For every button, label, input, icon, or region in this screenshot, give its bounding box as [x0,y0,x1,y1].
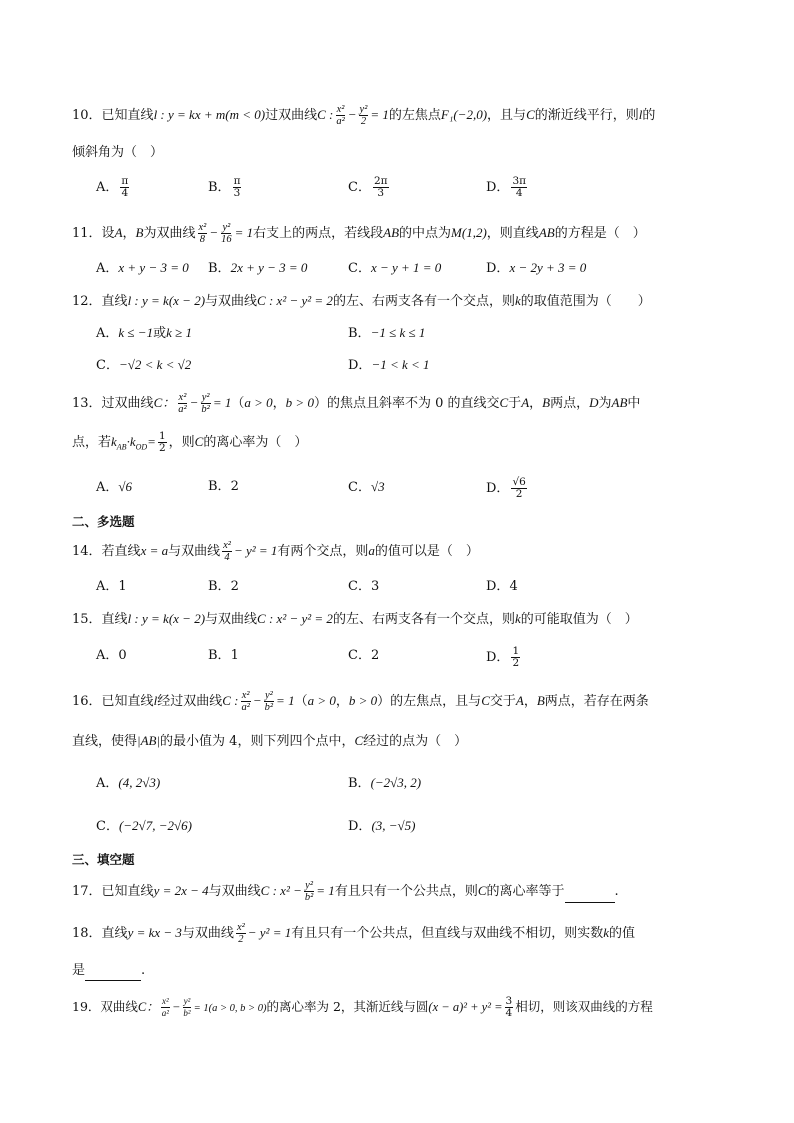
section-heading-fill: 三、填空题 [72,852,135,867]
q14-option-a[interactable]: A．1 [96,579,127,594]
answer-blank[interactable] [85,966,141,981]
q10-option-a[interactable]: A． $\frac{\pi}{4}$ [96,175,129,199]
math: C : x² − y² = 2 [257,293,333,308]
text: 经过的点为（ ） [363,734,468,749]
q16-option-d[interactable]: D．(3, −√5) [348,818,416,834]
math: ·k [126,434,136,449]
answer-blank[interactable] [565,888,615,903]
math: A [515,693,524,708]
math: = [147,434,156,449]
q14-option-d[interactable]: D．4 [486,579,518,594]
text: 相切，则该双曲线的方程 [515,999,653,1014]
text: 中 [627,396,641,411]
q11-option-d[interactable]: D．x − 2y + 3 = 0 [486,260,587,276]
math: B [135,225,144,240]
math: − [189,395,199,410]
math: = 1(a > 0, b > 0) [193,1003,267,1014]
text: 有两个交点，则 [277,544,369,559]
math: = 1 [370,107,389,122]
section-heading-multi: 二、多选题 [72,514,135,529]
question-18-stem-line2 [72,961,145,981]
fraction: $\frac{\text{x²}}{4}$ [223,540,231,563]
q13-option-d[interactable]: D． $\frac{√6}{2}$ [486,476,526,500]
math: AB [538,225,555,240]
fraction: $\frac{2\pi}{3}$ [373,175,388,199]
q12-option-d[interactable]: D．−1 < k < 1 [348,357,430,373]
question-number: 19． [72,999,101,1014]
text: . [141,963,146,978]
q14-option-b[interactable]: B．2 [208,579,239,594]
question-19-stem [72,996,653,1019]
math: l : y = k(x − 2) [127,611,206,626]
text: 两点， [550,396,590,411]
question-number: 15． [72,612,102,627]
question-number: 11． [72,226,102,241]
math: − y² = 1 [233,543,278,558]
math: l [638,107,643,122]
text: ， [335,694,349,709]
math: C [481,693,490,708]
text: 的离心率等于 [486,884,565,899]
text: 与双曲线 [205,612,258,627]
math: k [111,434,117,449]
fraction: $\frac{1}{2}$ [158,430,166,454]
math: y = 2x − 4 [153,883,209,898]
text: 于 [508,396,522,411]
text: 为 [598,396,612,411]
text: 点，若 [72,435,112,450]
text: 有且只有一个公共点，但直线与双曲线不相切，则实数 [291,926,604,941]
q10-option-c[interactable]: C． $\frac{2\pi}{3}$ [348,175,388,199]
math: − y² = 1 [247,925,292,940]
question-number: 16． [72,694,102,709]
question-number: 13． [72,396,102,411]
text: 若直线 [101,544,141,559]
text: 的离心率为（ ） [203,435,308,450]
q16-option-b[interactable]: B．(−2√3, 2) [348,775,422,791]
text: 与双曲线 [208,884,261,899]
text: ，则直线 [486,226,539,241]
q15-option-c[interactable]: C．2 [348,648,380,663]
fraction: $\frac{\text{x²}}{\text{a²}}$ [161,996,169,1018]
math: M(1,2) [451,225,487,240]
math: = 1 [234,225,254,240]
text: 直线 [101,926,128,941]
question-18-stem [72,922,635,945]
question-number: 14． [72,544,102,559]
text: 的中点为 [399,226,452,241]
q10-option-d[interactable]: D． $\frac{3\pi}{4}$ [486,175,527,199]
text: 交于 [489,694,516,709]
math: C : x² − y² = 2 [257,611,333,626]
q15-option-b[interactable]: B．1 [208,648,239,663]
math: (x − a)² + y² = [428,1000,503,1014]
text: 的渐近线平行，则 [534,108,639,123]
math: F₁(−2,0) [440,107,488,122]
text: 的左焦点 [388,108,441,123]
math: C : [222,693,239,708]
text: 的 [642,108,656,123]
fraction: $\frac{\text{y²}}{\text{b²}}$ [183,996,191,1018]
fraction: $\frac{\pi}{4}$ [121,175,129,199]
math: = 1 [212,395,232,410]
text: 的左、右两支各有一个交点，则 [332,294,515,309]
fraction: $\frac{\text{x²}}{\text{a²}}$ [241,690,250,713]
q11-option-b[interactable]: B．2x + y − 3 = 0 [208,260,308,276]
question-11-stem [72,222,646,245]
text: 双曲线 [100,999,138,1014]
math: C : x² − [260,883,302,898]
fraction: $\frac{\text{y²}}{\text{b²}}$ [201,392,210,415]
math: = 1 [316,883,335,898]
math: C [526,107,535,122]
math: AB [383,225,400,240]
fraction: $\frac{3\pi}{4}$ [512,175,527,199]
subscript: AB [116,442,127,452]
q12-option-a[interactable]: A．k ≤ −1或k ≥ 1 [96,325,192,341]
fraction: $\frac{\pi}{3}$ [233,175,241,199]
q16-option-c[interactable]: C．(−2√7, −2√6) [96,818,192,834]
text: 设 [101,226,115,241]
math: x = a [140,543,169,558]
text: 直线 [101,294,128,309]
text: ）的焦点且斜率不为 0 的直线交 [313,396,500,411]
math: C [477,883,487,898]
fraction: $\frac{3}{4}$ [505,995,513,1019]
math: D [589,395,599,410]
math: k [514,611,521,626]
math: − [347,107,357,122]
text: 的最小值为 4，则下列四个点中， [160,734,355,749]
q10-option-b[interactable]: B． $\frac{\pi}{3}$ [208,175,241,199]
math: C [499,395,509,410]
text: ， [272,396,286,411]
question-number: 10． [72,108,102,123]
text: 为双曲线 [143,226,196,241]
text: ， [122,226,136,241]
question-10-stem-line2: 倾斜角为（ ） [72,145,164,160]
text: ， [529,396,543,411]
question-10-stem [72,104,655,127]
fraction: $\frac{\text{x²}}{8}$ [198,222,207,245]
text: （ [231,396,245,411]
text: 与双曲线 [181,926,234,941]
subscript: OD [135,442,148,452]
text: 经过双曲线 [157,694,223,709]
q12-option-c[interactable]: C．−√2 < k < √2 [96,357,192,373]
math: C [354,733,364,748]
fraction: $\frac{\text{y²}}{16}$ [221,222,232,245]
text: 的离心率为 2，其渐近线与圆 [266,999,429,1014]
fraction: $\frac{√6}{2}$ [512,476,526,500]
math: = 1 [276,693,295,708]
q11-option-a[interactable]: A．x + y − 3 = 0 [96,260,189,276]
math: C： [153,395,176,410]
q13-option-b[interactable]: B．2 [208,479,239,494]
question-17-stem [72,880,619,903]
math: B [536,693,545,708]
question-number: 12． [72,294,102,309]
fraction: $\frac{\text{y²}}{\text{b²}}$ [264,690,274,713]
fraction: $\frac{\text{x²}}{2}$ [236,922,245,945]
math: AB [611,395,628,410]
math: k [603,925,610,940]
math: l : y = kx + m(m < 0) [153,107,266,122]
text: ）的左焦点，且与 [377,694,482,709]
text: 的值 [609,926,636,941]
text: 直线 [101,612,128,627]
text: 已知直线 [101,694,154,709]
text: ， [523,694,537,709]
fraction: $\frac{\text{y²}}{2}$ [359,104,368,127]
text: 的左、右两支各有一个交点，则 [332,612,515,627]
math: b > 0 [285,395,314,410]
text: 是 [72,963,86,978]
text: 已知直线 [101,108,154,123]
question-16-stem [72,690,649,713]
q14-option-c[interactable]: C．3 [348,579,380,594]
text: 过双曲线 [265,108,318,123]
text: 右支上的两点，若线段 [253,226,384,241]
math: − [252,693,262,708]
fraction: $\frac{1}{2}$ [512,645,520,669]
math: b > 0 [348,693,378,708]
question-15-stem [72,609,638,630]
math: a [368,543,375,558]
math: a > 0 [307,693,336,708]
q15-option-a[interactable]: A．0 [96,648,127,663]
text: 两点，若存在两条 [544,694,649,709]
math: C： [137,1000,159,1014]
text: （ [294,694,308,709]
math: − [171,1000,181,1014]
math: − [209,225,219,240]
math: B [542,395,551,410]
math: y = kx − 3 [127,925,182,940]
q16-option-a[interactable]: A．(4, 2√3) [96,775,161,791]
text: 的值可以是（ ） [374,544,479,559]
text: 与双曲线 [168,544,221,559]
fraction: $\frac{\text{y²}}{\text{b²}}$ [304,880,314,903]
math: A [521,395,530,410]
math: l : y = k(x − 2) [127,293,206,308]
fraction: $\frac{\text{x²}}{\text{a²}}$ [178,392,187,415]
q15-option-d[interactable]: D． $\frac{1}{2}$ [486,645,520,669]
math: A [114,225,123,240]
text: 直线，使得 [72,734,138,749]
q11-option-c[interactable]: C．x − y + 1 = 0 [348,260,442,276]
q13-option-a[interactable]: A．√6 [96,479,133,495]
fraction: $\frac{\text{x²}}{\text{a²}}$ [336,104,345,127]
math: l [153,693,158,708]
math: a > 0 [244,395,273,410]
question-13-stem [72,392,640,415]
math: C : [317,107,334,122]
q12-option-b[interactable]: B．−1 ≤ k ≤ 1 [348,325,426,341]
question-14-stem [72,540,479,563]
question-number: 17． [72,884,102,899]
math: C [194,434,204,449]
q13-option-c[interactable]: C．√3 [348,479,385,495]
question-number: 18． [72,926,102,941]
math: k [514,293,521,308]
question-16-stem-line2 [72,731,467,752]
text: 的取值范围为（ ） [520,294,651,309]
text: 的方程是（ ） [554,226,646,241]
question-13-stem-line2 [72,431,307,458]
text: ，则 [168,435,195,450]
text: 的可能取值为（ ） [520,612,638,627]
math: |AB| [137,733,161,748]
text: . [614,884,619,899]
text: ，且与 [487,108,527,123]
text: 与双曲线 [205,294,258,309]
text: 有且只有一个公共点，则 [334,884,478,899]
question-12-stem [72,291,651,312]
text: 已知直线 [101,884,154,899]
text: 过双曲线 [101,396,154,411]
